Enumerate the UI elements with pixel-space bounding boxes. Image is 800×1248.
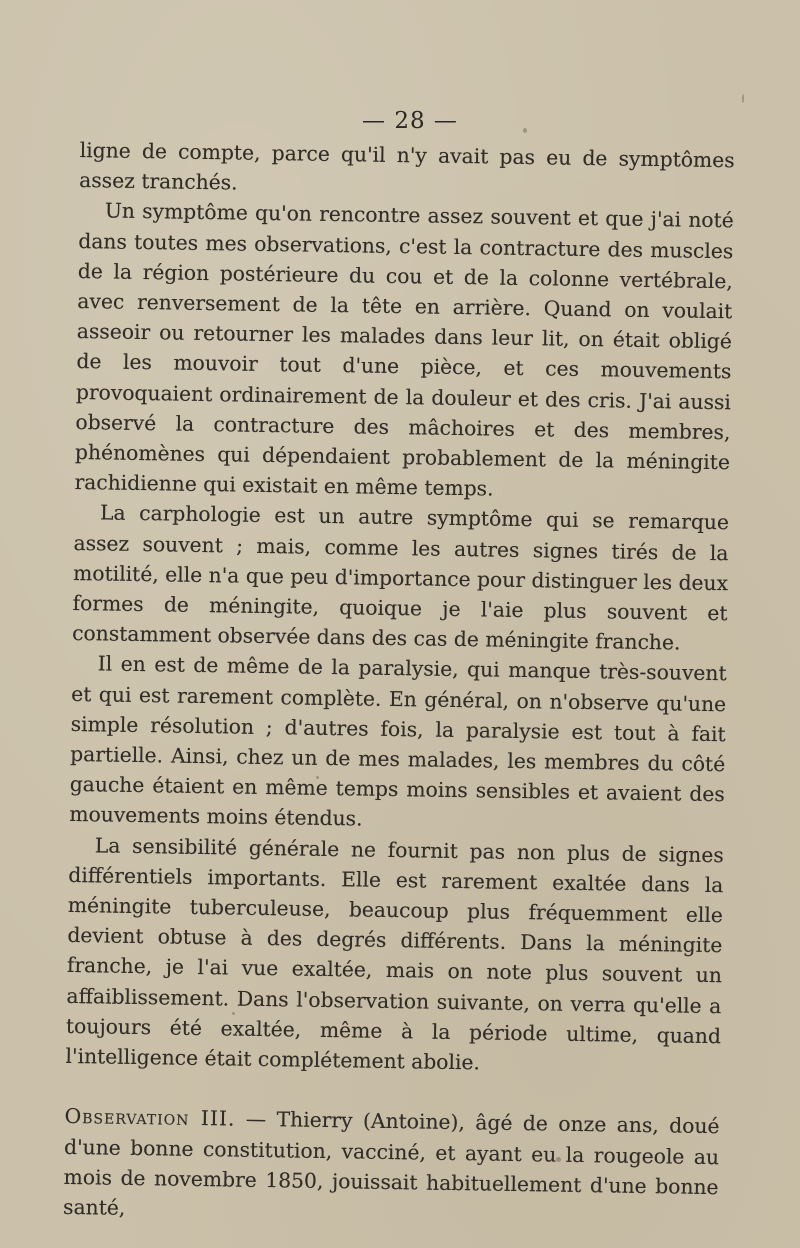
paper-speck bbox=[316, 776, 319, 779]
page-body bbox=[63, 135, 735, 1232]
paragraph-carphologie: La carphologie est un autre symptôme qui se remarque assez souvent ; mais, comme les autres signes tirés de la motilité, elle n'a que peu d'importance pour distinguer les deux formes de méningite, quoique je l'aie plus souvent et constamment observée dans des cas de méningite franche. bbox=[71, 500, 730, 655]
paper-speck bbox=[523, 128, 527, 133]
paragraph-paralysie: Il en est de même de la paralysie, qui manque très-souvent et qui est rarement complète. En général, on n'observe qu'une simple résolution ; d'autres fois, la paralysie est tout à fait partielle. Ainsi, chez un de mes malades, les membres du côté gauche étaient en même temps moins sensibles et avaient des mouvements moins étendus. bbox=[69, 651, 727, 831]
observation-paragraph bbox=[63, 1101, 720, 1232]
paragraph-sensibilite: La sensibilité générale ne fournit pas non plus de signes différentiels importants. Elle est rarement exaltée dans la méningite tuberculeuse, beaucoup plus fréquemment elle devient obtuse à des degrés différents. Dans la méningite franche, je l'ai vue exaltée, mais on note plus souvent un affaiblissement. Dans l'observation suivante, on verra qu'elle a toujours été exaltée, même à la période ultime, quand l'intelligence était complétement abolie. bbox=[65, 832, 724, 1075]
observation-text: — Thierry (Antoine), âgé de onze ans, doué d'une bonne constitution, vacciné, et ayant eu la rougeole au mois de novembre 1850, jouissait habituellement d'une bonne santé, bbox=[62, 1106, 720, 1220]
paper-speck bbox=[556, 1157, 561, 1162]
paragraph-continuation: ligne de compte, parce qu'il n'y avait pas eu de symptômes assez tranchés. bbox=[79, 137, 735, 195]
paragraph-contracture: Un symptôme qu'on rencontre assez souvent et que j'ai noté dans toutes mes observations, c'est la contracture des muscles de la région postérieure du cou et de la colonne vertébrale, avec renversement de la tête en arrière. Quand on voulait asseoir ou retourner les malades dans leur lit, on était obligé de les mouvoir tout d'une pièce, et ces mouvements provoquaient ordinairement de la douleur et des cris. J'ai aussi observé la contracture des mâchoires et des membres, phénomènes qui dépendaient probablement de la méningite rachidienne qui existait en même temps. bbox=[74, 198, 734, 501]
observation-heading: Observation III. bbox=[64, 1104, 236, 1131]
page-number: — 28 — bbox=[362, 108, 458, 134]
paper-speck bbox=[742, 94, 744, 103]
paper-speck bbox=[232, 1012, 235, 1015]
